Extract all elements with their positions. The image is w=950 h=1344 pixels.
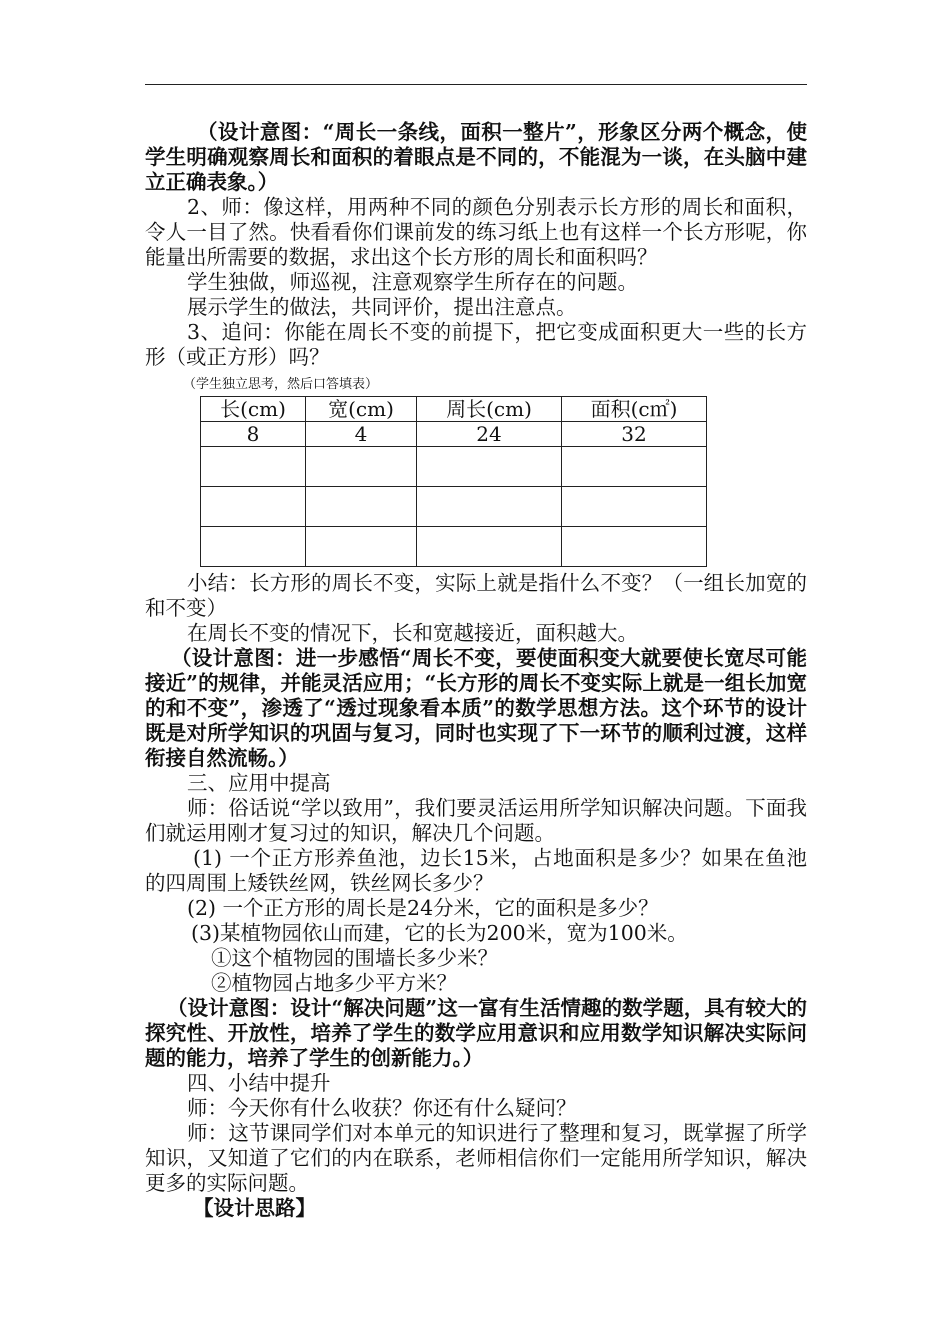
header-rule xyxy=(145,84,807,85)
cell-width xyxy=(306,487,417,527)
cell-width xyxy=(306,527,417,567)
design-intent-1: （设计意图：“周长一条线，面积一整片”，形象区分两个概念，使学生明确观察周长和面积的着眼点是不同的，不能混为一谈，在头脑中建立正确表象。） xyxy=(145,120,807,194)
table-header-row xyxy=(201,397,707,422)
cell-perimeter xyxy=(417,487,562,527)
teacher-intro: 师：俗话说“学以致用”，我们要灵活运用所学知识解决问题。下面我们就运用刚才复习过的知识，解决几个问题。 xyxy=(145,796,807,845)
summary: 小结：长方形的周长不变，实际上就是指什么不变？（一组长加宽的和不变） xyxy=(145,571,807,620)
cell-perimeter xyxy=(417,527,562,567)
cell-perimeter: 24 xyxy=(417,422,562,447)
teacher-step-3: 3、追问：你能在周长不变的前提下，把它变成面积更大一些的长方形（或正方形）吗？ xyxy=(145,320,807,369)
question-1: (1) 一个正方形养鱼池，边长15米，占地面积是多少？如果在鱼池的四周围上矮铁丝网，铁丝网长多少？ xyxy=(145,846,807,895)
cell-length xyxy=(201,527,306,567)
summary-rule: 在周长不变的情况下，长和宽越接近，面积越大。 xyxy=(187,621,638,645)
table-row xyxy=(201,487,707,527)
design-intent-3: （设计意图：设计“解决问题”这一富有生活情趣的数学题，具有较大的探究性、开放性，培养了学生的数学应用意识和应用数学知识解决实际问题的能力，培养了学生的创新能力。） xyxy=(145,996,807,1070)
question-3: (3)某植物园依山而建，它的长为200米，宽为100米。 xyxy=(191,921,688,945)
header-perimeter: 周长(cm) xyxy=(417,397,562,422)
cell-area xyxy=(562,487,707,527)
rectangle-table xyxy=(200,396,707,567)
design-thinking-heading: 【设计思路】 xyxy=(193,1196,316,1220)
cell-length xyxy=(201,487,306,527)
header-width: 宽(cm) xyxy=(306,397,417,422)
section-heading-3: 三、应用中提高 xyxy=(187,771,331,795)
cell-perimeter xyxy=(417,447,562,487)
section-heading-4: 四、小结中提升 xyxy=(187,1071,331,1095)
design-intent-2: （设计意图：进一步感悟“周长不变，要使面积变大就要使长宽尽可能接近”的规律，并能灵活应用；“长方形的周长不变实际上就是一组长加宽的和不变”，渗透了“透过现象看本质”的数学思想方法。这个环节的设计既是对所学知识的巩固与复习，同时也实现了下一环节的顺利过渡，这样衔接自然流畅。） xyxy=(145,646,807,770)
question-3-part-1: ①这个植物园的围墙长多少米？ xyxy=(211,946,498,970)
cell-length xyxy=(201,447,306,487)
header-area: 面积(c㎡) xyxy=(562,397,707,422)
table-row xyxy=(201,527,707,567)
question-2: (2) 一个正方形的周长是24分米，它的面积是多少？ xyxy=(187,896,659,920)
table-note: （学生独立思考，然后口答填表） xyxy=(183,377,379,392)
cell-length: 8 xyxy=(201,422,306,447)
question-3-part-2: ②植物园占地多少平方米？ xyxy=(211,971,457,995)
table-row xyxy=(201,447,707,487)
table-row xyxy=(201,422,707,447)
cell-area xyxy=(562,527,707,567)
show-method: 展示学生的做法，共同评价，提出注意点。 xyxy=(187,295,577,319)
teacher-step-2: 2、师：像这样，用两种不同的颜色分别表示长方形的周长和面积，令人一目了然。快看看你们课前发的练习纸上也有这样一个长方形呢，你能量出所需要的数据，求出这个长方形的周长和面积吗？ xyxy=(145,195,807,269)
cell-area xyxy=(562,447,707,487)
student-work: 学生独做，师巡视，注意观察学生所存在的问题。 xyxy=(187,270,638,294)
cell-area: 32 xyxy=(562,422,707,447)
teacher-conclusion: 师：这节课同学们对本单元的知识进行了整理和复习，既掌握了所学知识，又知道了它们的内在联系，老师相信你们一定能用所学知识，解决更多的实际问题。 xyxy=(145,1121,807,1195)
cell-width: 4 xyxy=(306,422,417,447)
cell-width xyxy=(306,447,417,487)
header-length: 长(cm) xyxy=(201,397,306,422)
teacher-question: 师：今天你有什么收获？你还有什么疑问？ xyxy=(187,1096,577,1120)
document-body xyxy=(145,120,807,1221)
